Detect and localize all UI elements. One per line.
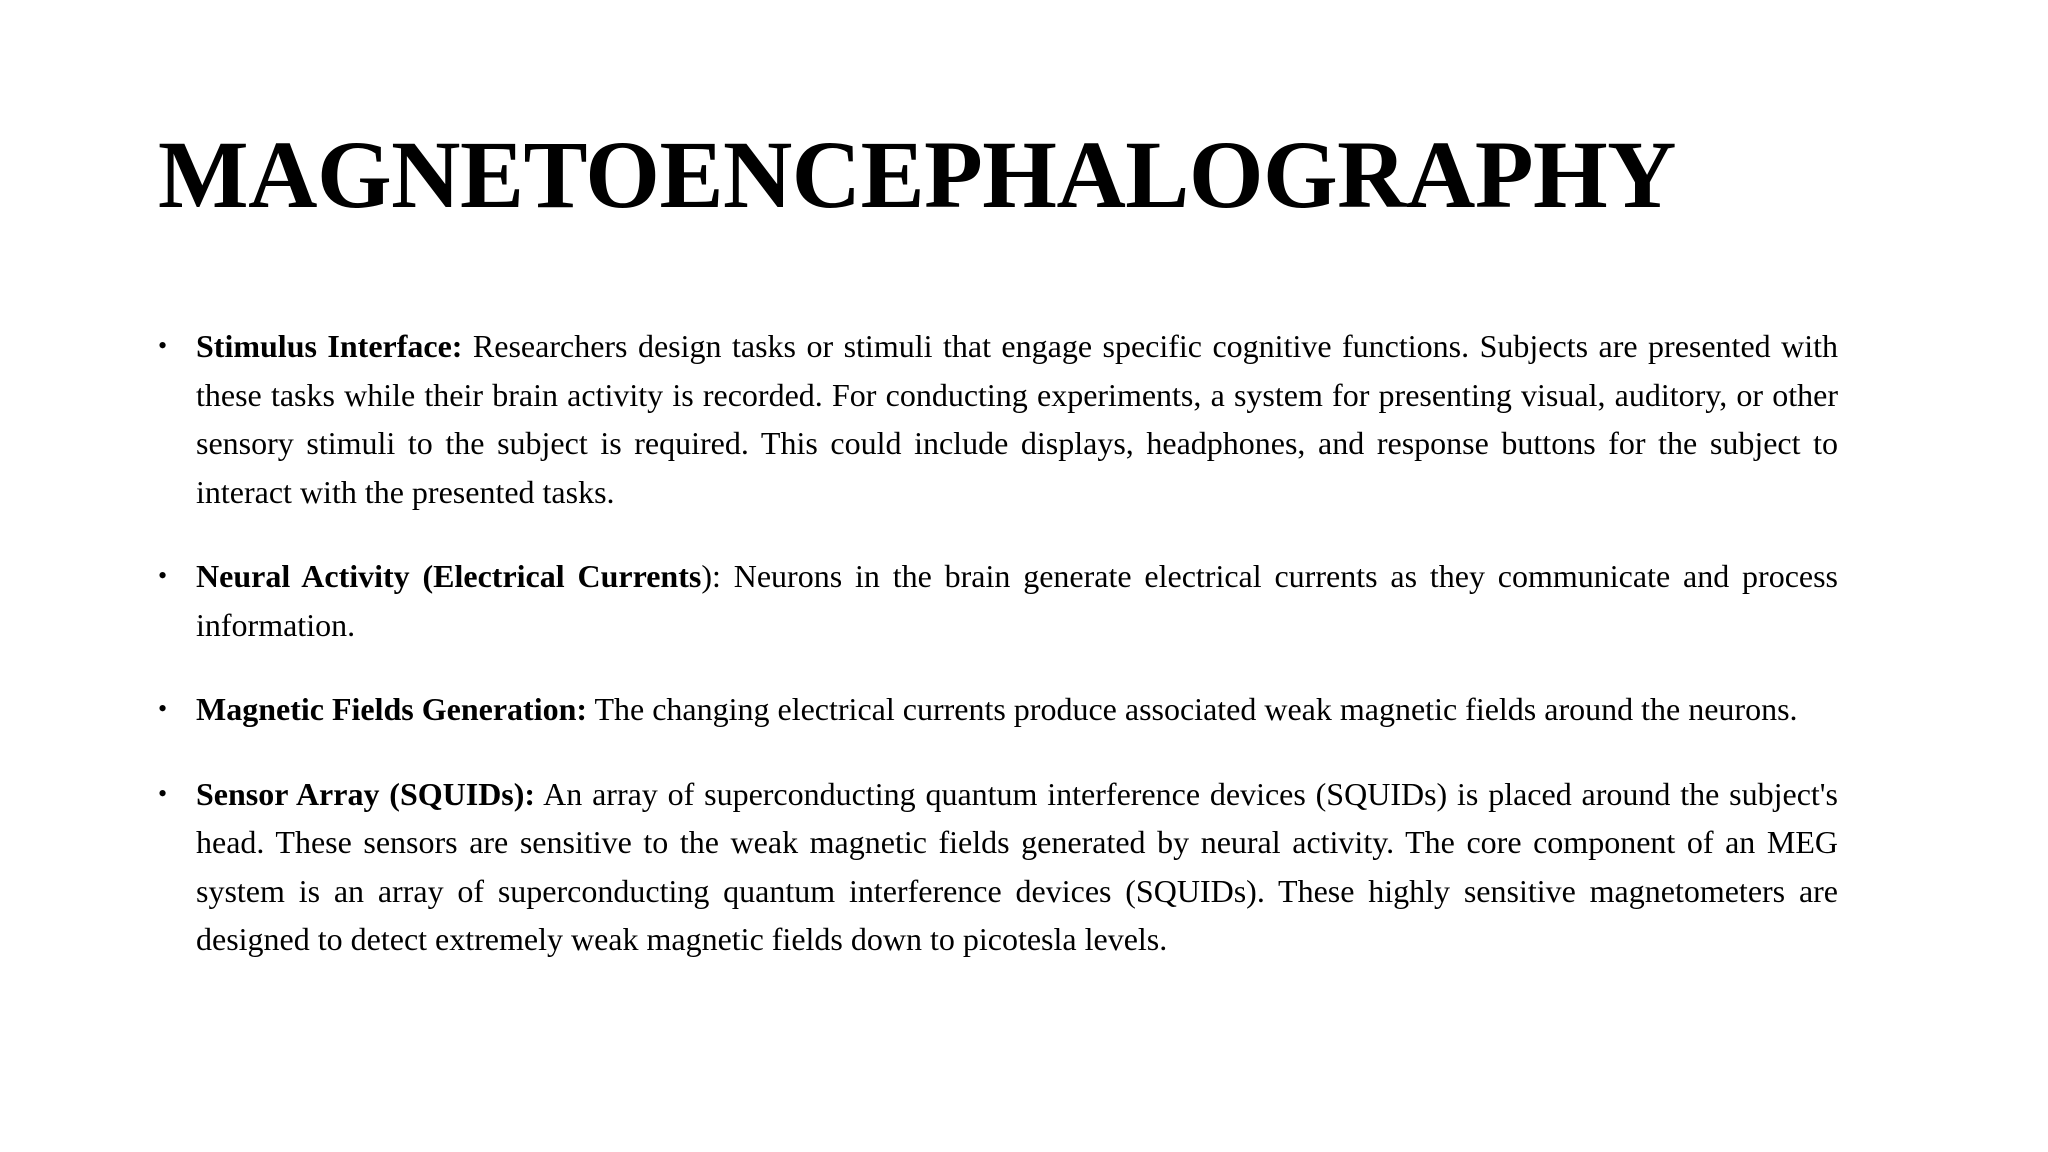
bullet-lead: Stimulus Interface: bbox=[196, 328, 463, 364]
bullet-item-magnetic-fields bbox=[158, 685, 1838, 734]
bullet-dot-icon: • bbox=[158, 694, 168, 723]
bullet-item-stimulus-interface bbox=[158, 322, 1838, 516]
bullet-lead: Neural Activity (Electrical Currents bbox=[196, 558, 702, 594]
bullet-dot-icon: • bbox=[158, 331, 168, 360]
bullet-item-sensor-array bbox=[158, 770, 1838, 964]
bullet-text: ): Neurons in the brain generate electrical currents as they communicate and process information. bbox=[196, 558, 1839, 643]
bullet-dot-icon: • bbox=[158, 561, 168, 590]
bullet-text: An array of superconducting quantum interference devices (SQUIDs) is placed around the subject's head. These sensors are sensitive to the weak magnetic fields generated by neural activity. The core component of an MEG system is an array of superconducting quantum interference devices (SQUIDs). These highly sensitive magnetometers are designed to detect extremely weak magnetic fields down to picotesla levels. bbox=[196, 775, 1839, 957]
bullet-item-neural-activity bbox=[158, 552, 1838, 649]
slide-title: MAGNETOENCEPHALOGRAPHY bbox=[158, 121, 1676, 228]
bullet-text: Researchers design tasks or stimuli that engage specific cognitive functions. Subjects are presented with these tasks while their brain activity is recorded. For conducting experiments, a system for presenting visual, auditory, or other sensory stimuli to the subject is required. This could include displays, headphones, and response buttons for the subject to interact with the presented tasks. bbox=[196, 328, 1839, 510]
bullet-text: The changing electrical currents produce associated weak magnetic fields around the neurons. bbox=[587, 691, 1798, 727]
bullet-dot-icon: • bbox=[158, 778, 168, 808]
bullet-lead: Magnetic Fields Generation: bbox=[196, 691, 588, 727]
bullet-list bbox=[158, 322, 1838, 1000]
bullet-lead: Sensor Array (SQUIDs): bbox=[196, 775, 536, 812]
